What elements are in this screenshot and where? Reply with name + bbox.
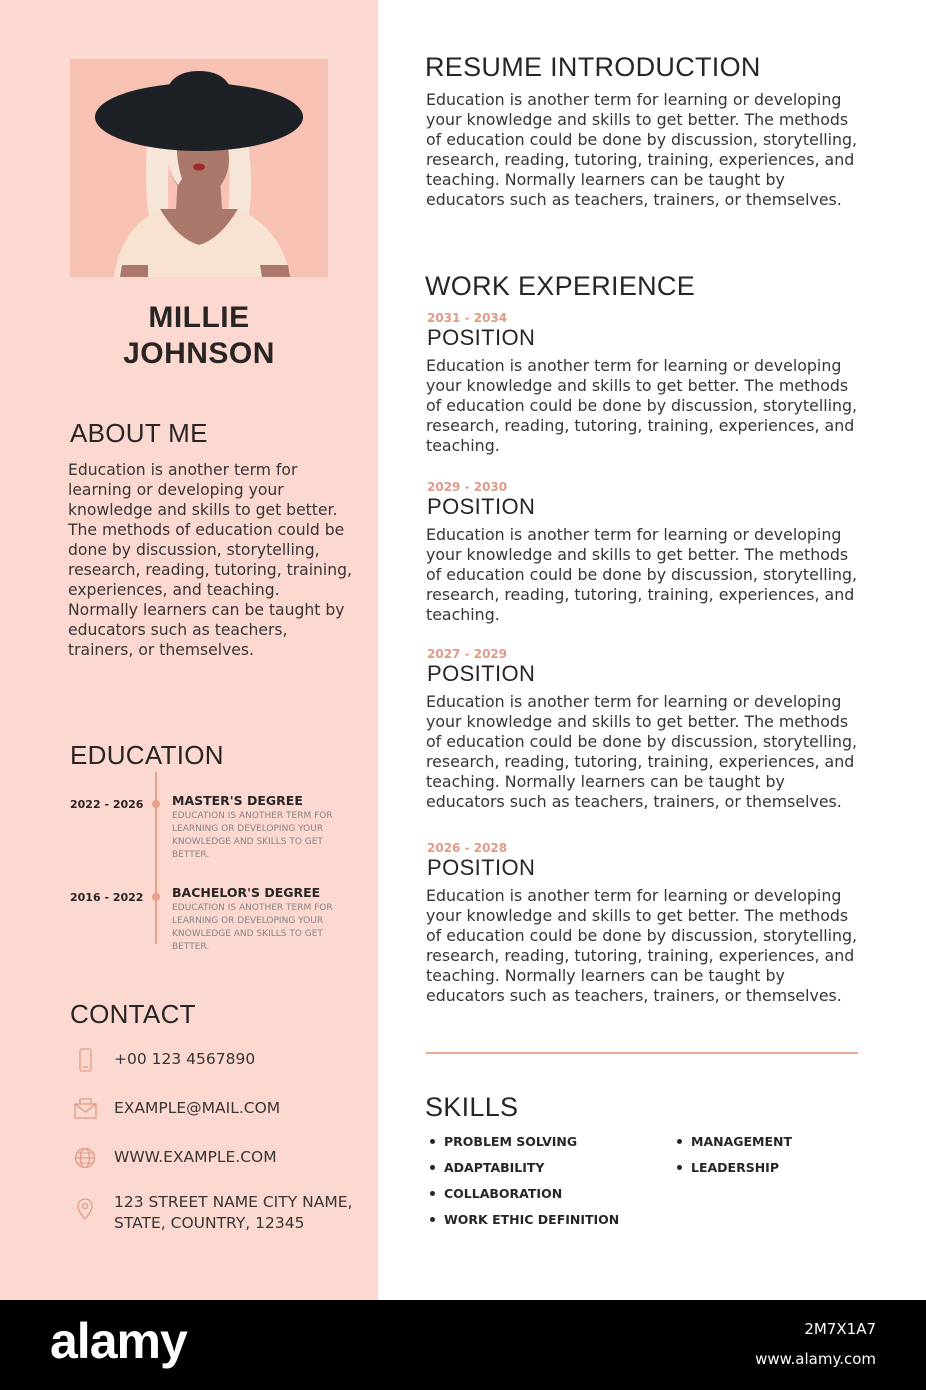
job-description: Education is another term for learning or developing your knowledge and skills to get better. The methods of education could be done by discussion, storytelling, research, reading, tutoring, training, experiences, and teaching. Normally learners can be taught by educators such as teachers, trainers, or themselves. [426,886,858,1005]
job-years: 2027 - 2029 [427,647,508,661]
email-text: EXAMPLE@MAIL.COM [114,1099,281,1117]
job-description: Education is another term for learning or developing your knowledge and skills to get better. The methods of education could be done by discussion, storytelling, research, reading, tutoring, training, experiences, and teaching. [426,356,858,455]
skill-item: PROBLEM SOLVING [430,1134,577,1149]
first-name: MILLIE [148,301,250,334]
job-description: Education is another term for learning or developing your knowledge and skills to get better. The methods of education could be done by discussion, storytelling, research, reading, tutoring, training, experiences, and teaching. Normally learners can be taught by educators such as teachers, trainers, or themselves. [426,692,858,811]
mail-icon [72,1096,98,1122]
skills-heading: SKILLS [425,1092,519,1122]
job-title: POSITION [427,494,536,519]
contact-heading: CONTACT [70,999,196,1029]
skill-item: COLLABORATION [430,1186,562,1201]
timeline-dot [152,893,160,901]
education-description: EDUCATION IS ANOTHER TERM FOR LEARNING OR DEVELOPING YOUR KNOWLEDGE AND SKILLS TO GET BETTER. [172,811,333,860]
phone-text: +00 123 4567890 [114,1050,256,1068]
contact-email [70,1096,360,1136]
education-heading: EDUCATION [70,740,224,770]
globe-icon [72,1145,98,1171]
contact-website [70,1145,360,1185]
job-title: POSITION [427,325,536,350]
last-name: JOHNSON [123,337,275,370]
work-heading: WORK EXPERIENCE [425,271,696,301]
location-pin-icon [72,1196,98,1222]
main-content [378,0,926,1300]
woman-in-hat-illustration [70,59,328,277]
about-heading: ABOUT ME [70,418,208,448]
section-divider [426,1052,858,1054]
skill-item: MANAGEMENT [677,1134,792,1149]
skill-item: LEADERSHIP [677,1160,779,1175]
job-title: POSITION [427,661,536,686]
education-degree: BACHELOR'S DEGREE [172,885,321,900]
full-name [40,300,358,372]
contact-address [70,1190,360,1240]
intro-heading: RESUME INTRODUCTION [425,52,761,82]
phone-icon [72,1047,98,1073]
address-text [114,1192,352,1234]
sidebar [0,0,378,1300]
about-text: Education is another term for learning or developing your knowledge and skills to get better. The methods of education could be done by discussion, storytelling, research, reading, tutoring, training, experiences, and teaching. Normally learners can be taught by educators such as teachers, trainers, or themselves. [68,461,352,659]
job-years: 2029 - 2030 [427,480,508,494]
education-years: 2022 - 2026 [70,798,144,811]
website-text: WWW.EXAMPLE.COM [114,1148,277,1166]
watermark-footer [0,1300,926,1390]
address-line-2: STATE, COUNTRY, 12345 [114,1214,305,1232]
alamy-logo: alamy [50,1313,187,1369]
timeline-dot [152,800,160,808]
skill-item: WORK ETHIC DEFINITION [430,1212,619,1227]
job-years: 2026 - 2028 [427,841,508,855]
footer-url[interactable]: www.alamy.com [755,1350,876,1368]
job-description: Education is another term for learning or developing your knowledge and skills to get better. The methods of education could be done by discussion, storytelling, research, reading, tutoring, training, experiences, and teaching. [426,525,858,624]
education-degree: MASTER'S DEGREE [172,793,303,808]
contact-phone [70,1047,360,1087]
education-description: EDUCATION IS ANOTHER TERM FOR LEARNING OR DEVELOPING YOUR KNOWLEDGE AND SKILLS TO GET BETTER. [172,903,333,952]
image-id: 2M7X1A7 [804,1320,876,1338]
education-timeline [155,772,157,944]
address-line-1: 123 STREET NAME CITY NAME, [114,1193,353,1211]
profile-photo [70,59,328,277]
job-years: 2031 - 2034 [427,311,508,325]
education-years: 2016 - 2022 [70,891,144,904]
job-title: POSITION [427,855,536,880]
intro-text: Education is another term for learning or developing your knowledge and skills to get better. The methods of education could be done by discussion, storytelling, research, reading, tutoring, training, experiences, and teaching. Normally learners can be taught by educators such as teachers, trainers, or themselves. [426,90,858,209]
skill-item: ADAPTABILITY [430,1160,545,1175]
